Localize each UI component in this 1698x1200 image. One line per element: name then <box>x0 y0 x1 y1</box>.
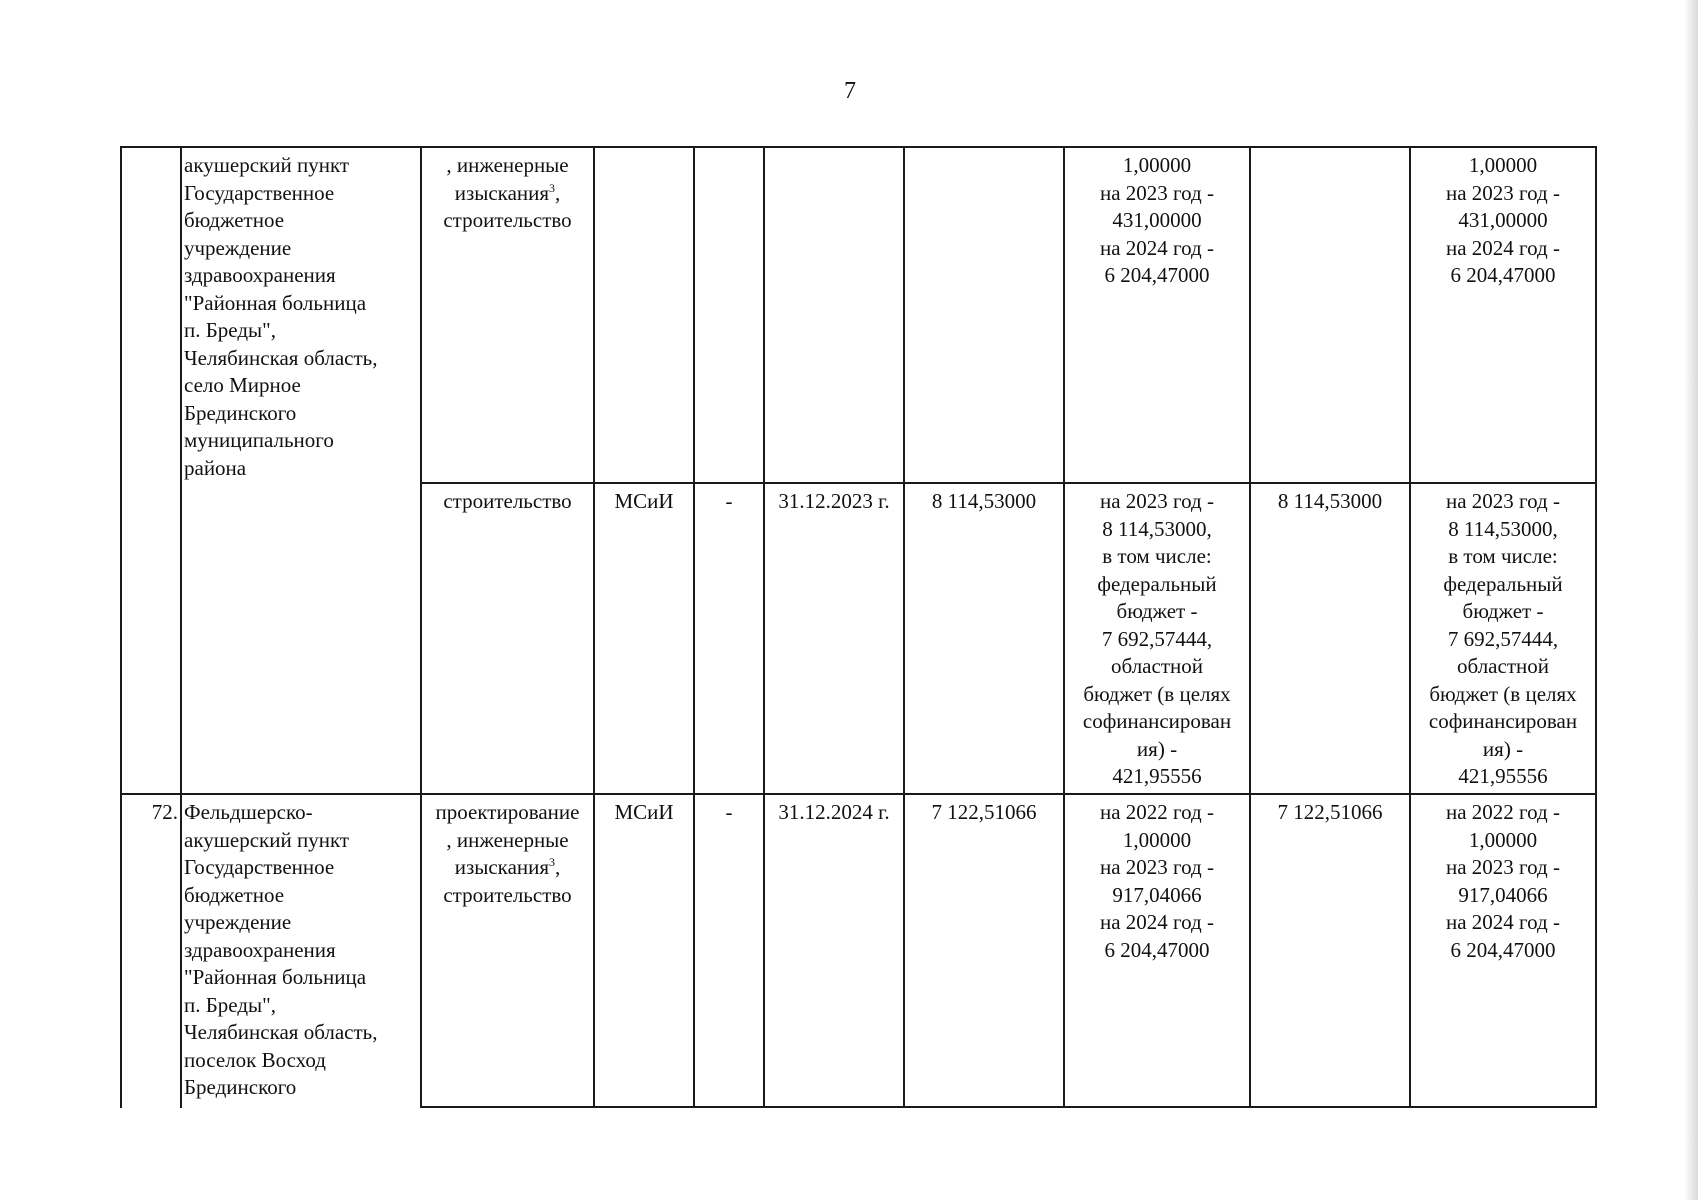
deadline-cell: 31.12.2023 г. <box>764 483 904 794</box>
table-row <box>121 147 1596 483</box>
object-name-cell: Фельдшерско- акушерский пункт Государственное бюджетное учреждение здравоохранения "Районная больница п. Бреды", Челябинская область, поселок Восход Брединского <box>181 794 421 1107</box>
dash-cell <box>694 147 764 483</box>
limit-cell: 8 114,53000 <box>1250 483 1410 794</box>
limit-detail-cell: на 2022 год - 1,00000 на 2023 год - 917,04066 на 2024 год - 6 204,47000 <box>1410 794 1596 1107</box>
limit-detail-cell: 1,00000 на 2023 год - 431,00000 на 2024 год - 6 204,47000 <box>1410 147 1596 483</box>
deadline-cell <box>764 147 904 483</box>
page-number: 7 <box>844 78 856 104</box>
object-name-cell: акушерский пункт Государственное бюджетное учреждение здравоохранения "Районная больница п. Бреды", Челябинская область, село Мирное Брединского муниципального района <box>181 147 421 794</box>
financing-cell: на 2023 год - 8 114,53000, в том числе: федеральный бюджет - 7 692,57444, областной бюджет (в целях софинансирован ия) - 421,95556 <box>1064 483 1250 794</box>
customer-cell: МСиИ <box>594 794 694 1107</box>
dash-cell: - <box>694 794 764 1107</box>
financing-cell: на 2022 год - 1,00000 на 2023 год - 917,04066 на 2024 год - 6 204,47000 <box>1064 794 1250 1107</box>
scan-edge <box>1684 0 1698 1200</box>
work-type-cell: , инженерные изыскания$^3$, строительство <box>421 147 594 483</box>
limit-cell: 7 122,51066 <box>1250 794 1410 1107</box>
work-type-cell: строительство <box>421 483 594 794</box>
footnote-mark: 3 <box>549 855 556 869</box>
cost-cell: 7 122,51066 <box>904 794 1064 1107</box>
dash-cell: - <box>694 483 764 794</box>
financing-cell: 1,00000 на 2023 год - 431,00000 на 2024 год - 6 204,47000 <box>1064 147 1250 483</box>
row-number-cell <box>121 147 181 794</box>
cost-cell <box>904 147 1064 483</box>
row-number-cell: 72. <box>121 794 181 1107</box>
objects-table <box>120 146 1597 1108</box>
cost-cell: 8 114,53000 <box>904 483 1064 794</box>
table-row <box>121 794 1596 1107</box>
footnote-mark: 3 <box>549 180 556 195</box>
deadline-cell: 31.12.2024 г. <box>764 794 904 1107</box>
work-type-cell: проектирование , инженерные изыскания$^3$, строительство <box>421 794 594 1107</box>
limit-cell <box>1250 147 1410 483</box>
customer-cell: МСиИ <box>594 483 694 794</box>
limit-detail-cell: на 2023 год - 8 114,53000, в том числе: федеральный бюджет - 7 692,57444, областной бюджет (в целях софинансирован ия) - 421,95556 <box>1410 483 1596 794</box>
customer-cell <box>594 147 694 483</box>
